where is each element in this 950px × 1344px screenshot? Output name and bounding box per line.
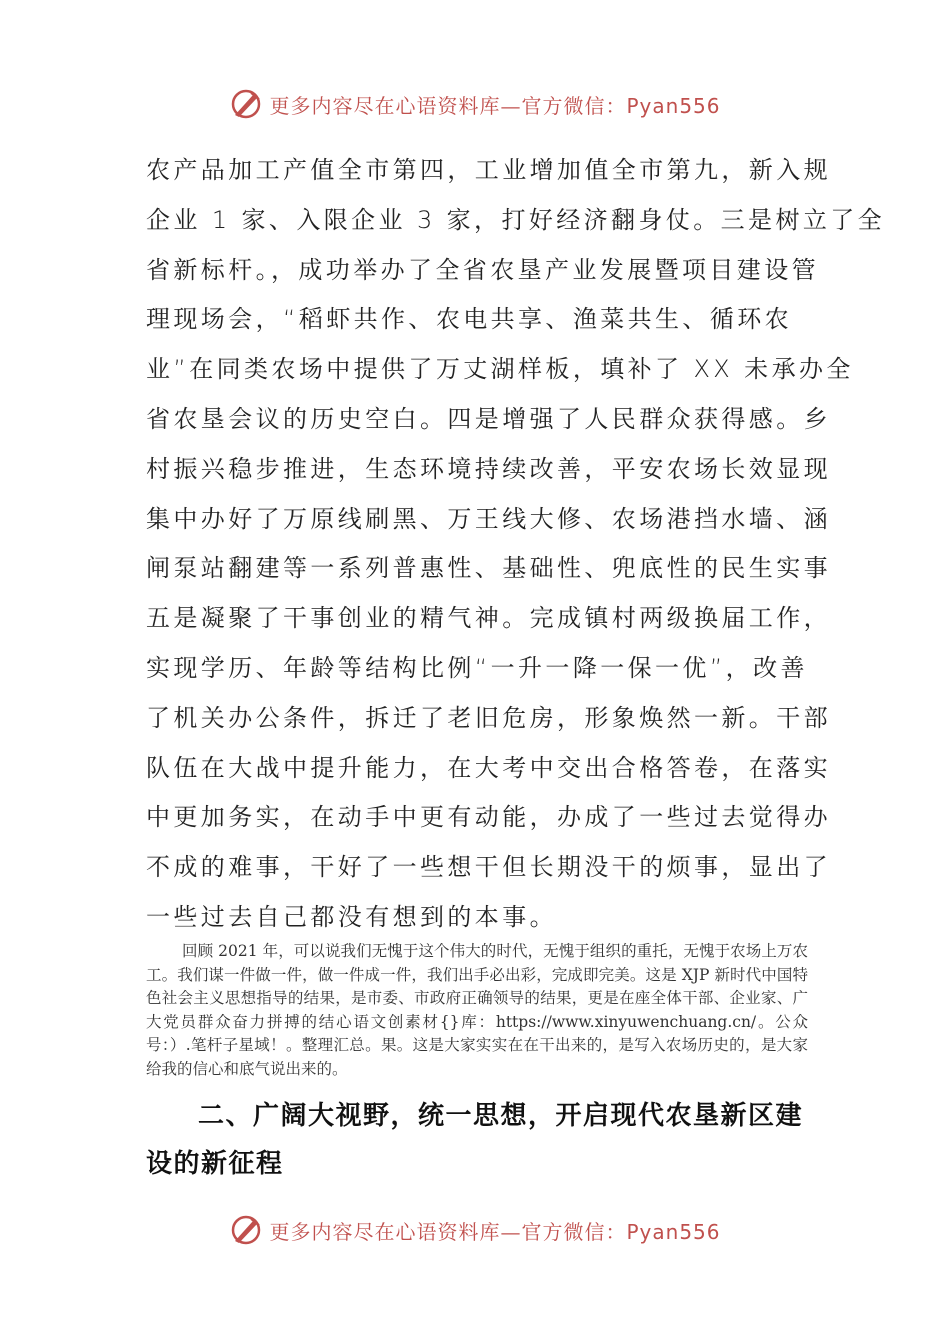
banner-text bbox=[269, 90, 720, 119]
banner-wechat-id: Pyan556 bbox=[626, 93, 721, 118]
banner-label: 更多内容尽在心语资料库—官方微信： bbox=[269, 93, 627, 118]
body-line: 企业 1 家、入限企业 3 家，打好经济翻身仗。三是树立了全 bbox=[146, 205, 886, 234]
body-line: 五是凝聚了干事创业的精气神。完成镇村两级换届工作， bbox=[146, 604, 831, 633]
body-line: 理现场会，“稻虾共作、农电共享、渔菜共生、循环农 bbox=[146, 305, 793, 334]
body-line: 省新标杆。，成功举办了全省农垦产业发展暨项目建设管 bbox=[146, 255, 819, 284]
pen-seal-icon bbox=[229, 87, 263, 121]
body-line: 不成的难事，干好了一些想干但长期没干的烦事，显出了 bbox=[146, 853, 831, 882]
body-line: 村振兴稳步推进，生态环境持续改善，平安农场长效显现 bbox=[146, 454, 831, 483]
body-line: 业”在同类农场中提供了万丈湖样板，填补了 XX 未承办全 bbox=[146, 355, 854, 384]
body-line: 集中办好了万原线刷黑、万王线大修、农场港挡水墙、涵 bbox=[146, 504, 831, 533]
section-heading: 二、广阔大视野，统一思想，开启现代农垦新区建设的新征程 bbox=[146, 1101, 804, 1179]
body-line: 中更加务实，在动手中更有动能，办成了一些过去觉得办 bbox=[146, 803, 831, 832]
body-text bbox=[146, 146, 886, 943]
body-line: 农产品加工产值全市第四，工业增加值全市第九，新入规 bbox=[146, 156, 831, 184]
body-line: 队伍在大战中提升能力，在大考中交出合格答卷，在落实 bbox=[146, 753, 831, 782]
header-banner bbox=[0, 84, 950, 124]
body-line: 一些过去自己都没有想到的本事。 bbox=[146, 902, 557, 931]
body-line: 省农垦会议的历史空白。四是增强了人民群众获得感。乡 bbox=[146, 404, 831, 433]
body-line: 闸泵站翻建等一系列普惠性、基础性、兜底性的民生实事 bbox=[146, 554, 831, 583]
body-line: 了机关办公条件，拆迁了老旧危房，形象焕然一新。干部 bbox=[146, 703, 831, 732]
body-line: 实现学历、年龄等结构比例“一升一降一保一优”，改善 bbox=[146, 653, 808, 682]
banner-text bbox=[269, 1216, 720, 1245]
banner-wechat-id: Pyan556 bbox=[626, 1219, 721, 1244]
review-paragraph: 回顾 2021 年，可以说我们无愧于这个伟大的时代，无愧于组织的重托，无愧于农场上万农工。我们谋一件做一件，做一件成一件，我们出手必出彩，完成即完美。这是 XJP 新时代中国特色社会主义思想指导的结果，是市委、市政府正确领导的结果，更是在座全体干部、企业家、广大党员群众奋力拼搏的结心语文创素材{}库：https://www.xinyuwenchuang.cn/。公众号：）.笔杆子星域！。整理汇总。果。这是大家实实在在干出来的，是写入农场历史的，是大家给我的信心和底气说出来的。 bbox=[146, 942, 808, 1078]
footer-banner bbox=[0, 1210, 950, 1250]
pen-seal-icon bbox=[229, 1213, 263, 1247]
banner-label: 更多内容尽在心语资料库—官方微信： bbox=[269, 1219, 627, 1244]
